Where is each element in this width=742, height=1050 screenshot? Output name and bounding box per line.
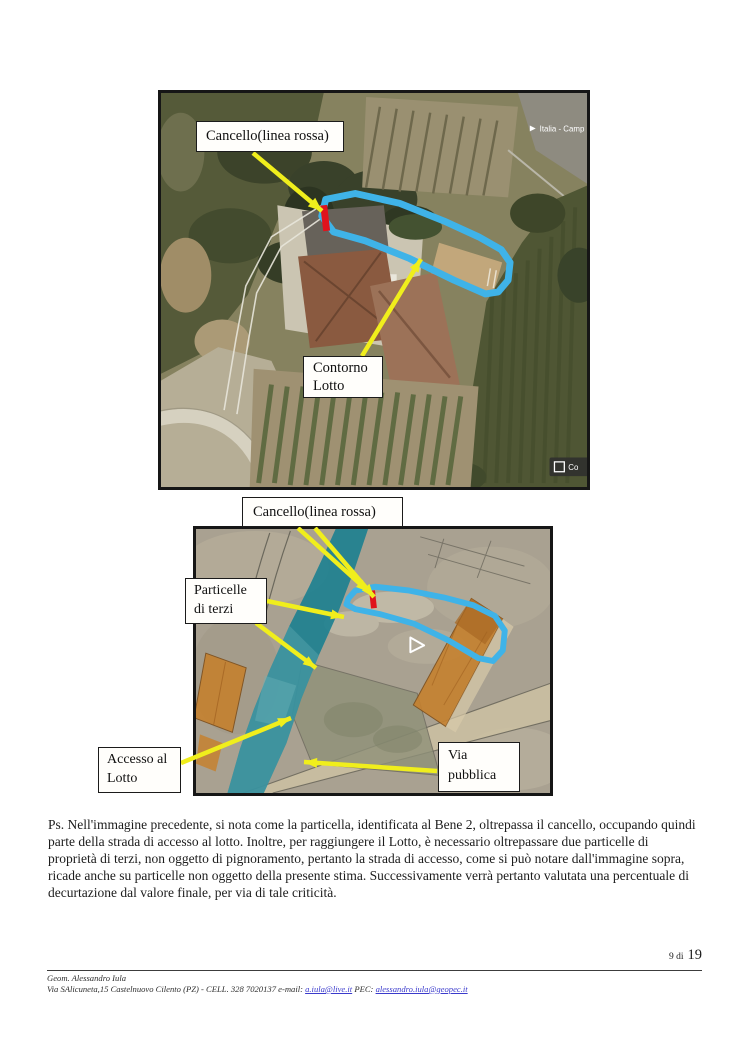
callout-text: di terzi bbox=[194, 602, 234, 617]
callout-text: Contorno bbox=[313, 360, 368, 376]
maps-badge[interactable] bbox=[550, 457, 587, 476]
callout-contorno-lotto bbox=[303, 356, 383, 398]
gate-line bbox=[372, 591, 374, 609]
body-paragraph: Ps. Nell'immagine precedente, si nota come la particella, identificata al Bene 2, oltrepassa il cancello, occupando quindi parte della strada di accesso al lotto. Inoltre, per raggiungere il Lotto, è necessario oltrepassare due particelle di proprietà di terzi, non oggetto di pignoramento, pertanto la strada di accesso, come si può notare dall'immagine sopra, ricade anche su particelle non oggetto della presente stima. Successivamente verrà pertanto valutata una percentuale di decurtazione dal valore finale, per via di tale criticità. bbox=[48, 817, 696, 900]
email-link[interactable]: a.iula@live.it bbox=[305, 983, 353, 994]
page-number-current: 9 di bbox=[668, 952, 684, 962]
page-number bbox=[669, 946, 702, 964]
callout-text: Lotto bbox=[313, 378, 345, 394]
callout-text: Accesso al bbox=[107, 752, 168, 767]
callout-text: Particelle bbox=[194, 583, 247, 598]
maps-attribution-label: Italia - Camp bbox=[539, 124, 585, 134]
footer-address: Via SAlicuneta,15 Castelnuovo Cilento (PZ) - CELL. 328 7020137 e-mail: bbox=[47, 983, 306, 994]
maps-badge-label: Co bbox=[568, 463, 579, 473]
footer-pec-label: PEC: bbox=[352, 983, 376, 994]
pec-link[interactable]: alessandro.iula@geopec.it bbox=[375, 983, 468, 994]
page-footer bbox=[47, 973, 702, 995]
callout-text: Lotto bbox=[107, 771, 138, 786]
callout-text: pubblica bbox=[448, 768, 497, 783]
footer-name: Geom. Alessandro Iula bbox=[47, 973, 127, 983]
callout-cancello-bottom bbox=[242, 497, 403, 527]
callout-text: Via bbox=[448, 748, 468, 763]
footer-contact-line bbox=[47, 984, 702, 995]
callout-particelle-di-terzi bbox=[185, 578, 267, 624]
callout-via-pubblica bbox=[438, 742, 520, 792]
callout-cancello-top bbox=[196, 121, 344, 152]
gate-line bbox=[324, 205, 327, 231]
callout-text: Cancello(linea rossa) bbox=[206, 128, 329, 144]
callout-text: Cancello(linea rossa) bbox=[253, 503, 376, 520]
callout-accesso-al-lotto bbox=[98, 747, 181, 793]
footer-divider bbox=[47, 970, 702, 971]
page-number-total: 19 bbox=[687, 947, 702, 963]
